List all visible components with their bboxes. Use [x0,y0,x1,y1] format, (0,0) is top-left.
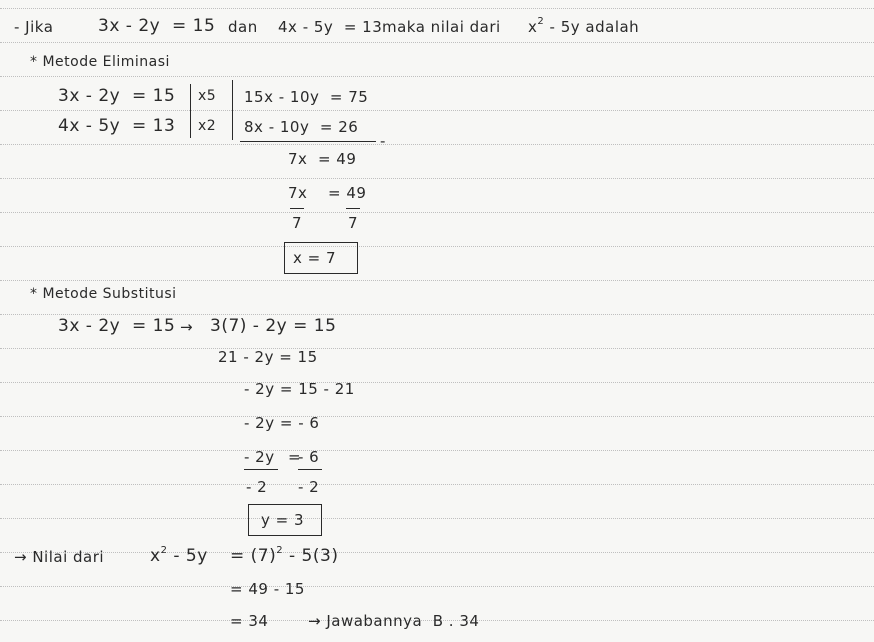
value-line1 [230,546,338,566]
elim-frac-den-left: 7 [292,214,303,232]
elimination-mult2: x2 [198,118,217,134]
problem-expr-exp: 2 [537,16,545,27]
sub-fraction-bar-left [244,469,278,470]
sub-line1-left: 3x - 2y = 15 [58,316,176,336]
problem-maka: maka nilai dari [382,18,501,36]
problem-eq1: 3x - 2y = 15 [98,16,216,36]
elimination-heading: * Metode Eliminasi [30,54,170,70]
elimination-mult1: x5 [198,88,217,104]
problem-eq2: 4x - 5y = 13 [278,18,383,36]
divider-right [232,80,233,140]
elim-fraction-bar-left [290,208,304,209]
sub-line4: - 2y = - 6 [244,414,320,432]
result-y: y = 3 [261,511,305,529]
sub-fraction-bar-right [298,469,322,470]
value-expr-exp: 2 [160,545,168,556]
value-expr-base: x [150,546,161,566]
sub-frac-den-right: - 2 [298,478,320,496]
elim-fraction-bar-right [346,208,360,209]
sub-frac-den-left: - 2 [246,478,268,496]
elim-frac-den-right: 7 [348,214,359,232]
elimination-eq2: 4x - 5y = 13 [58,116,176,136]
elimination-res2: 8x - 10y = 26 [244,118,359,136]
elim-frac-num-left: 7x [288,184,308,202]
sub-frac-num-left: - 2y [244,448,275,466]
subtraction-minus: - [380,132,386,150]
problem-prefix: - Jika [14,18,54,36]
substitution-heading: * Metode Substitusi [30,286,177,302]
value-line2: = 49 - 15 [230,580,305,598]
final-answer: → Jawabannya B . 34 [308,612,480,630]
sub-arrow: → [180,318,194,336]
problem-expression [528,18,639,36]
sub-frac-eq: = [288,448,302,466]
elim-frac-num-right: = 49 [328,184,367,202]
sub-line1-right: 3(7) - 2y = 15 [210,316,337,336]
problem-expr-rest: - 5y adalah [549,18,640,36]
result-box-x [284,242,358,274]
value-line3: = 34 [230,612,269,630]
value-line1-rest: - 5(3) [289,546,339,566]
sub-frac-num-right: - 6 [298,448,320,466]
divider-left [190,84,191,138]
subtraction-line [240,141,376,142]
sub-line3: - 2y = 15 - 21 [244,380,355,398]
value-expression [150,546,208,566]
elimination-eq1: 3x - 2y = 15 [58,86,176,106]
value-expr-rest: - 5y [173,546,208,566]
value-line1-exp: 2 [276,545,284,556]
elimination-diff: 7x = 49 [288,150,357,168]
value-prefix: → Nilai dari [14,548,105,566]
sub-line2: 21 - 2y = 15 [218,348,318,366]
problem-dan: dan [228,18,258,36]
elimination-res1: 15x - 10y = 75 [244,88,369,106]
value-line1-main: = (7) [230,546,277,566]
result-x: x = 7 [293,249,337,267]
problem-expr-base: x [528,18,538,36]
result-box-y [248,504,322,536]
